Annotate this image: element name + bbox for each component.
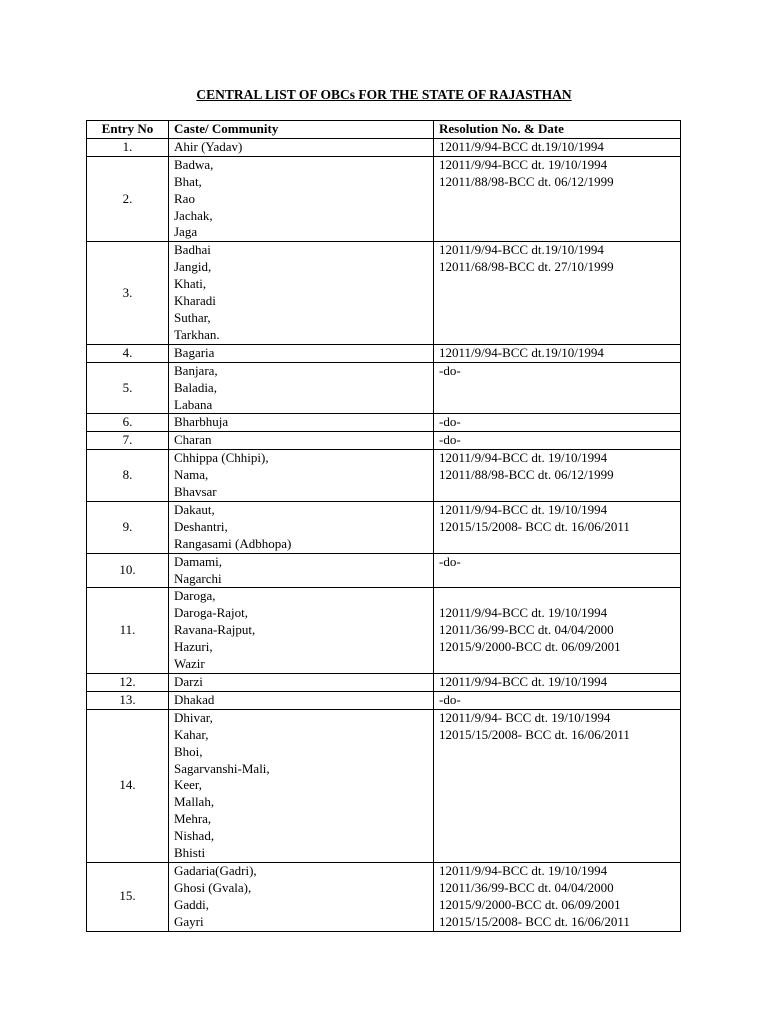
caste-cell bbox=[169, 156, 434, 242]
table-row bbox=[87, 414, 681, 432]
header-resolution: Resolution No. & Date bbox=[434, 121, 681, 139]
resolution-entry: 12011/9/94-BCC dt. 19/10/1994 bbox=[439, 862, 608, 878]
resolution-cell bbox=[434, 432, 681, 450]
caste-name: Daroga, bbox=[174, 588, 216, 604]
caste-name: Nama, bbox=[174, 467, 209, 483]
caste-name: Baladia, bbox=[174, 379, 217, 395]
caste-name: Tarkhan. bbox=[174, 326, 220, 342]
caste-cell bbox=[169, 138, 434, 156]
caste-name: Keer, bbox=[174, 777, 202, 793]
resolution-entry: 12015/15/2008- BCC dt. 16/06/2011 bbox=[439, 518, 630, 534]
resolution-entry: -do- bbox=[439, 553, 461, 569]
caste-name: Bhisti bbox=[174, 845, 206, 861]
caste-cell bbox=[169, 862, 434, 931]
caste-name: Bhavsar bbox=[174, 484, 217, 500]
caste-cell bbox=[169, 674, 434, 692]
caste-cell bbox=[169, 450, 434, 502]
caste-cell bbox=[169, 588, 434, 674]
caste-name: Kahar, bbox=[174, 726, 209, 742]
table-row bbox=[87, 344, 681, 362]
caste-name: Ghosi (Gvala), bbox=[174, 879, 252, 895]
resolution-entry: -do- bbox=[439, 691, 461, 707]
resolution-entry: -do- bbox=[439, 414, 461, 430]
resolution-entry: 12011/9/94-BCC dt.19/10/1994 bbox=[439, 242, 604, 258]
entry-no-cell: 6. bbox=[87, 414, 169, 432]
caste-name: Gayri bbox=[174, 913, 204, 929]
caste-cell bbox=[169, 553, 434, 588]
table-row bbox=[87, 709, 681, 862]
caste-cell bbox=[169, 691, 434, 709]
entry-no-cell: 7. bbox=[87, 432, 169, 450]
resolution-entry: 12015/15/2008- BCC dt. 16/06/2011 bbox=[439, 726, 630, 742]
caste-name: Darzi bbox=[174, 674, 203, 689]
caste-cell bbox=[169, 414, 434, 432]
caste-name: Daroga-Rajot, bbox=[174, 605, 249, 621]
caste-name: Chhippa (Chhipi), bbox=[174, 450, 269, 466]
caste-cell bbox=[169, 344, 434, 362]
resolution-entry bbox=[439, 588, 675, 605]
resolution-entry: 12015/9/2000-BCC dt. 06/09/2001 bbox=[439, 639, 621, 655]
table-row bbox=[87, 432, 681, 450]
caste-name: Bhoi, bbox=[174, 743, 203, 759]
caste-name: Rao bbox=[174, 190, 195, 206]
resolution-entry: -do- bbox=[439, 432, 461, 448]
entry-no-cell: 15. bbox=[87, 862, 169, 931]
caste-name: Nishad, bbox=[174, 828, 215, 844]
entry-no-cell: 2. bbox=[87, 156, 169, 242]
table-row bbox=[87, 501, 681, 553]
resolution-entry: 12011/9/94-BCC dt.19/10/1994 bbox=[439, 344, 604, 360]
resolution-entry: 12011/36/99-BCC dt. 04/04/2000 bbox=[439, 879, 614, 895]
caste-name: Ravana-Rajput, bbox=[174, 622, 256, 638]
resolution-cell bbox=[434, 588, 681, 674]
table-row bbox=[87, 156, 681, 242]
resolution-cell bbox=[434, 414, 681, 432]
table-row bbox=[87, 242, 681, 344]
resolution-entry: 12015/15/2008- BCC dt. 16/06/2011 bbox=[439, 913, 630, 929]
table-row bbox=[87, 588, 681, 674]
caste-name: Jangid, bbox=[174, 259, 212, 275]
caste-name: Labana bbox=[174, 396, 213, 412]
caste-cell bbox=[169, 242, 434, 344]
caste-name: Suthar, bbox=[174, 309, 211, 325]
document-title bbox=[0, 87, 768, 103]
entry-no-cell: 3. bbox=[87, 242, 169, 344]
resolution-entry: 12011/9/94-BCC dt. 19/10/1994 bbox=[439, 156, 608, 172]
header-caste-community: Caste/ Community bbox=[169, 121, 434, 139]
resolution-entry: 12011/9/94-BCC dt. 19/10/1994 bbox=[439, 450, 608, 466]
caste-cell bbox=[169, 709, 434, 862]
caste-name: Ahir (Yadav) bbox=[174, 138, 243, 154]
resolution-cell bbox=[434, 450, 681, 502]
resolution-entry: 12011/88/98-BCC dt. 06/12/1999 bbox=[439, 173, 614, 189]
caste-name: Nagarchi bbox=[174, 570, 222, 586]
caste-name: Charan bbox=[174, 432, 212, 448]
caste-name: Kharadi bbox=[174, 293, 216, 309]
resolution-cell bbox=[434, 674, 681, 692]
caste-name: Jachak, bbox=[174, 207, 213, 223]
caste-name: Badwa, bbox=[174, 156, 214, 172]
resolution-cell bbox=[434, 156, 681, 242]
table-row bbox=[87, 362, 681, 414]
caste-name: Mallah, bbox=[174, 794, 215, 810]
caste-name: Dhivar, bbox=[174, 709, 213, 725]
caste-name: Dhakad bbox=[174, 691, 215, 707]
caste-name: Jaga bbox=[174, 224, 198, 240]
entry-no-cell: 8. bbox=[87, 450, 169, 502]
entry-no-cell: 5. bbox=[87, 362, 169, 414]
resolution-entry: 12011/9/94-BCC dt. 19/10/1994 bbox=[439, 501, 608, 517]
entry-no-cell: 14. bbox=[87, 709, 169, 862]
resolution-entry: 12011/9/94-BCC dt. 19/10/1994 bbox=[439, 674, 608, 689]
resolution-cell bbox=[434, 709, 681, 862]
entry-no-cell: 4. bbox=[87, 344, 169, 362]
resolution-entry: 12015/9/2000-BCC dt. 06/09/2001 bbox=[439, 896, 621, 912]
table-header-row bbox=[87, 121, 681, 139]
resolution-cell bbox=[434, 553, 681, 588]
entry-no-cell: 12. bbox=[87, 674, 169, 692]
caste-name: Damami, bbox=[174, 553, 223, 569]
caste-cell bbox=[169, 432, 434, 450]
resolution-entry: 12011/9/94-BCC dt.19/10/1994 bbox=[439, 138, 604, 154]
caste-name: Dakaut, bbox=[174, 501, 215, 517]
caste-name: Deshantri, bbox=[174, 518, 228, 534]
entry-no-cell: 10. bbox=[87, 553, 169, 588]
caste-name: Khati, bbox=[174, 276, 207, 292]
caste-name: Bagaria bbox=[174, 344, 215, 360]
resolution-entry: 12011/88/98-BCC dt. 06/12/1999 bbox=[439, 467, 614, 483]
resolution-cell bbox=[434, 138, 681, 156]
obc-table bbox=[86, 120, 681, 932]
table-row bbox=[87, 691, 681, 709]
caste-name: Wazir bbox=[174, 656, 205, 672]
caste-name: Bharbhuja bbox=[174, 414, 229, 430]
entry-no-cell: 11. bbox=[87, 588, 169, 674]
table-row bbox=[87, 674, 681, 692]
caste-name: Sagarvanshi-Mali, bbox=[174, 760, 270, 776]
table-row bbox=[87, 553, 681, 588]
entry-no-cell: 1. bbox=[87, 138, 169, 156]
caste-name: Rangasami (Adbhopa) bbox=[174, 535, 292, 551]
resolution-cell bbox=[434, 242, 681, 344]
table-row bbox=[87, 450, 681, 502]
entry-no-cell: 9. bbox=[87, 501, 169, 553]
table-row bbox=[87, 862, 681, 931]
resolution-entry: 12011/9/94- BCC dt. 19/10/1994 bbox=[439, 709, 611, 725]
table-row bbox=[87, 138, 681, 156]
caste-name: Gaddi, bbox=[174, 896, 210, 912]
resolution-entry: 12011/9/94-BCC dt. 19/10/1994 bbox=[439, 605, 608, 621]
resolution-cell bbox=[434, 862, 681, 931]
caste-name: Hazuri, bbox=[174, 639, 213, 655]
resolution-cell bbox=[434, 691, 681, 709]
resolution-cell bbox=[434, 344, 681, 362]
entry-no-cell: 13. bbox=[87, 691, 169, 709]
caste-name: Banjara, bbox=[174, 362, 218, 378]
table-body bbox=[87, 138, 681, 931]
caste-cell bbox=[169, 501, 434, 553]
caste-name: Gadaria(Gadri), bbox=[174, 862, 257, 878]
document-title-text: CENTRAL LIST OF OBCs FOR THE STATE OF RAJASTHAN bbox=[196, 87, 572, 102]
caste-name: Badhai bbox=[174, 242, 211, 258]
resolution-cell bbox=[434, 362, 681, 414]
resolution-cell bbox=[434, 501, 681, 553]
header-entry-no: Entry No bbox=[87, 121, 169, 139]
resolution-entry: -do- bbox=[439, 362, 461, 378]
caste-cell bbox=[169, 362, 434, 414]
resolution-entry: 12011/68/98-BCC dt. 27/10/1999 bbox=[439, 259, 614, 275]
caste-name: Bhat, bbox=[174, 173, 202, 189]
caste-name: Mehra, bbox=[174, 811, 212, 827]
resolution-entry: 12011/36/99-BCC dt. 04/04/2000 bbox=[439, 622, 614, 638]
